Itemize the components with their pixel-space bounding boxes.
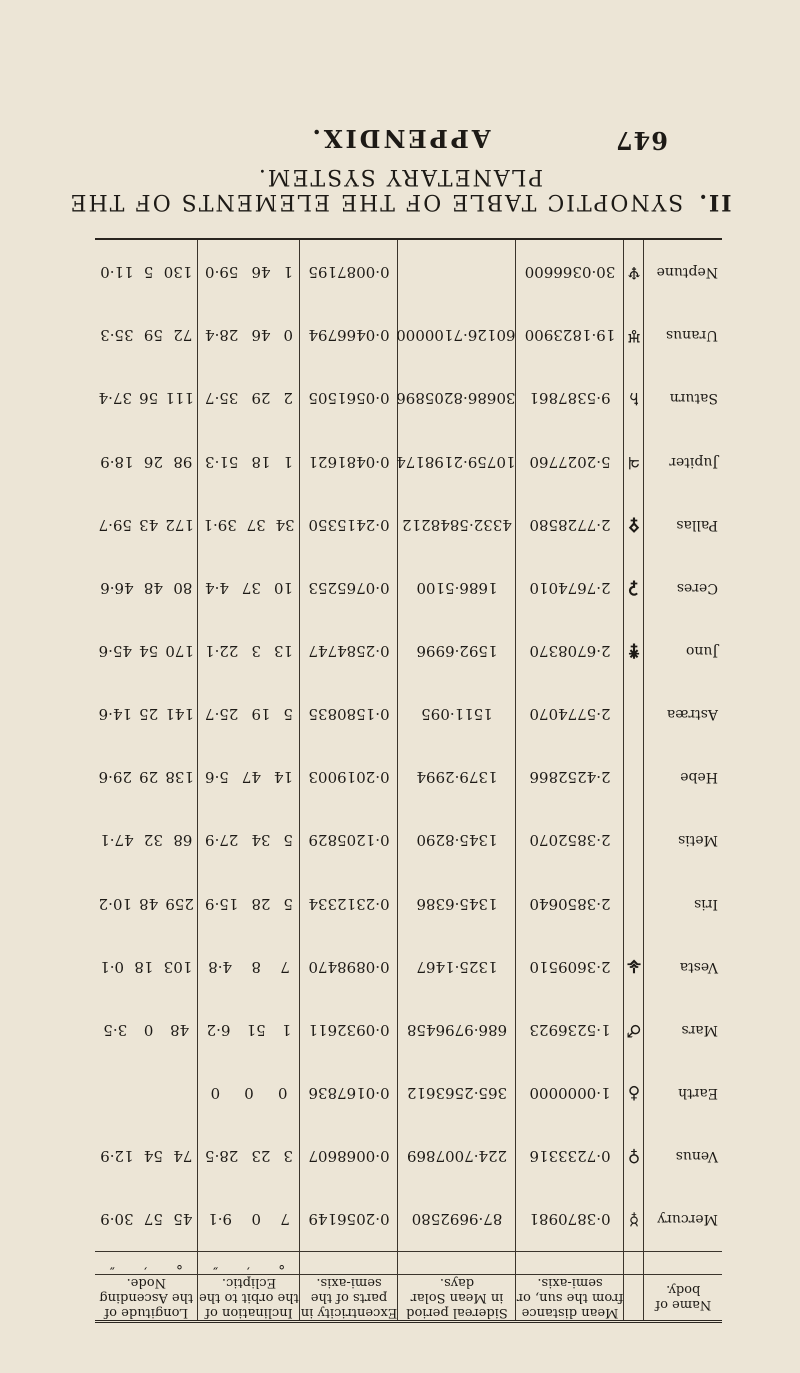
sidereal-period: 60126·7100000 <box>398 304 516 367</box>
node-minutes: 56 <box>139 389 159 408</box>
mean-distance: 0·3870981 <box>516 1188 624 1252</box>
caption-text: SYNOPTIC TABLE OF THE ELEMENTS OF THE PLANETARY SYSTEM. <box>68 164 684 214</box>
body-name: Metis <box>678 832 718 849</box>
sidereal-period <box>398 239 516 304</box>
header-name: Name of body. <box>644 1275 722 1322</box>
node-minutes: 54 <box>143 1147 163 1166</box>
header-distance: Mean distance from the sun, or semi-axis. <box>516 1275 624 1320</box>
table-caption <box>0 164 800 215</box>
node-longitude-cell <box>95 239 198 304</box>
inclination-cell <box>198 367 300 430</box>
inclination-cell <box>198 683 300 746</box>
planet-symbol-icon <box>624 746 644 809</box>
inclination-seconds: 51·3 <box>205 452 239 471</box>
eccentricity: 0·2056149 <box>300 1188 398 1252</box>
planet-symbol-icon <box>624 872 644 935</box>
inclination-minutes: 37 <box>241 578 261 597</box>
inclination-cell <box>198 1125 300 1188</box>
node-seconds: 30·9 <box>100 1210 134 1229</box>
planet-symbol-icon: ♂ <box>624 998 644 1061</box>
node-longitude-cell <box>95 683 198 746</box>
elements-table <box>95 238 722 1323</box>
node-seconds: 10·2 <box>98 894 132 913</box>
node-longitude-cell <box>95 998 198 1061</box>
node-degrees: 259 <box>165 894 194 913</box>
inclination-degrees: 1 <box>283 262 294 281</box>
sidereal-period: 1592·6996 <box>398 619 516 682</box>
header-node: Longitude of the Ascending Node. <box>95 1275 198 1322</box>
node-minutes: 32 <box>143 831 163 850</box>
node-degrees: 98 <box>173 452 193 471</box>
unit-minutes: ′ <box>246 1255 250 1272</box>
node-minutes: 29 <box>139 768 159 787</box>
node-longitude-cell <box>95 1125 198 1188</box>
node-seconds: 0·1 <box>100 957 125 976</box>
node-longitude-cell <box>95 746 198 809</box>
node-seconds: 47·1 <box>100 831 134 850</box>
table-row <box>95 493 722 556</box>
inclination-degrees: 5 <box>283 894 294 913</box>
mean-distance: 2·5774070 <box>516 683 624 746</box>
mean-distance: 19·1823900 <box>516 304 624 367</box>
running-head-title: APPENDIX. <box>309 124 491 153</box>
inclination-degrees: 1 <box>283 452 294 471</box>
table-row <box>95 998 722 1061</box>
mean-distance: 2·7728580 <box>516 493 624 556</box>
table-row <box>95 809 722 872</box>
node-minutes: 48 <box>143 578 163 597</box>
node-degrees: 111 <box>165 389 194 408</box>
sidereal-period: 30686·8205896 <box>398 367 516 430</box>
node-seconds: 18·9 <box>100 452 134 471</box>
body-name: Saturn <box>669 390 718 407</box>
header-eccentricity: Excentricity in parts of the semi-axis. <box>300 1275 398 1320</box>
planet-symbol-icon: ♄ <box>624 367 644 430</box>
eccentricity: 0·1580835 <box>300 683 398 746</box>
eccentricity: 0·2584747 <box>300 619 398 682</box>
mean-distance: 30·0366600 <box>516 239 624 304</box>
eccentricity: 0·0087195 <box>300 239 398 304</box>
planet-symbol-icon: ☿ <box>624 1188 644 1252</box>
inclination-degrees: 14 <box>273 768 294 787</box>
body-name: Mercury <box>657 1211 718 1228</box>
inclination-minutes: 28 <box>251 894 271 913</box>
node-minutes: 5 <box>143 262 154 281</box>
inclination-cell <box>198 493 300 556</box>
node-longitude-cell <box>95 556 198 619</box>
node-longitude-cell <box>95 493 198 556</box>
sidereal-period: 686·9796458 <box>398 998 516 1061</box>
planet-symbol-icon: ♁ <box>624 1061 644 1124</box>
node-longitude-cell <box>95 430 198 493</box>
node-longitude-cell <box>95 1061 198 1124</box>
running-head <box>0 115 800 155</box>
node-seconds: 37·4 <box>98 389 132 408</box>
eccentricity: 0·0898470 <box>300 935 398 998</box>
node-degrees: 48 <box>170 1020 190 1039</box>
table-row <box>95 1188 722 1252</box>
inclination-degrees: 5 <box>283 831 294 850</box>
eccentricity: 0·0167836 <box>300 1061 398 1124</box>
inclination-seconds: 28·4 <box>205 326 239 345</box>
unit-minutes: ′ <box>143 1255 147 1272</box>
node-degrees: 72 <box>173 326 193 345</box>
planet-symbol-icon: ♀ <box>624 1125 644 1188</box>
inclination-minutes: 34 <box>251 831 271 850</box>
node-longitude-cell <box>95 935 198 998</box>
inclination-seconds: 22·1 <box>205 641 239 660</box>
inclination-cell <box>198 809 300 872</box>
inclination-seconds: 4·8 <box>208 957 233 976</box>
node-longitude-cell <box>95 809 198 872</box>
inclination-degrees: 7 <box>280 1210 290 1229</box>
inclination-degrees: 34 <box>275 515 295 534</box>
node-minutes: 48 <box>139 894 159 913</box>
inclination-cell <box>198 1188 300 1252</box>
unit-seconds: ″ <box>109 1255 115 1272</box>
node-degrees: 80 <box>173 578 193 597</box>
node-degrees: 170 <box>165 641 194 660</box>
node-longitude-cell <box>95 367 198 430</box>
table-row <box>95 304 722 367</box>
table-row <box>95 683 722 746</box>
node-degrees: 68 <box>173 831 193 850</box>
sidereal-period: 1686·5100 <box>398 556 516 619</box>
table-row <box>95 556 722 619</box>
eccentricity: 0·0466794 <box>300 304 398 367</box>
inclination-cell <box>198 430 300 493</box>
page-number: 647 <box>614 126 668 155</box>
mean-distance: 0·7233316 <box>516 1125 624 1188</box>
mean-distance: 1·0000000 <box>516 1061 624 1124</box>
sidereal-period: 224·7007869 <box>398 1125 516 1188</box>
sidereal-period: 1511·095 <box>398 683 516 746</box>
header-row <box>95 1275 722 1322</box>
table-row <box>95 872 722 935</box>
table-row <box>95 935 722 998</box>
body-name: Hebe <box>680 769 718 786</box>
node-longitude-cell <box>95 872 198 935</box>
node-seconds: 59·7 <box>98 515 132 534</box>
table-row <box>95 746 722 809</box>
inclination-cell <box>198 556 300 619</box>
table-row <box>95 1061 722 1124</box>
body-name: Vesta <box>679 958 718 975</box>
sidereal-period: 1345·8290 <box>398 809 516 872</box>
planet-symbol-icon: ⚴ <box>624 493 644 556</box>
node-minutes: 54 <box>139 641 159 660</box>
inclination-minutes: 0 <box>244 1083 254 1102</box>
eccentricity: 0·0932611 <box>300 998 398 1061</box>
body-name: Mars <box>681 1021 718 1038</box>
inclination-seconds: 9·1 <box>208 1210 233 1229</box>
eccentricity: 0·1205829 <box>300 809 398 872</box>
inclination-minutes: 47 <box>241 768 261 787</box>
inclination-seconds: 28·5 <box>205 1147 239 1166</box>
eccentricity: 0·2415350 <box>300 493 398 556</box>
node-degrees: 103 <box>163 957 193 976</box>
inclination-degrees: 0 <box>277 1083 288 1102</box>
inclination-cell <box>198 619 300 682</box>
node-seconds: 11·0 <box>100 262 134 281</box>
table-row <box>95 1125 722 1188</box>
node-seconds: 3·5 <box>103 1020 128 1039</box>
planet-symbol-icon <box>624 683 644 746</box>
inclination-cell <box>198 872 300 935</box>
inclination-seconds: 39·1 <box>203 515 237 534</box>
node-seconds: 35·3 <box>100 326 134 345</box>
inclination-seconds: 0 <box>210 1083 221 1102</box>
inclination-degrees: 10 <box>273 578 294 597</box>
node-seconds: 45·6 <box>98 641 132 660</box>
inclination-minutes: 29 <box>251 389 271 408</box>
body-name: Uranus <box>665 327 718 344</box>
node-seconds: 29·6 <box>98 768 132 787</box>
inclination-seconds: 6·2 <box>206 1020 231 1039</box>
inclination-degrees: 3 <box>283 1147 294 1166</box>
inclination-seconds: 59·0 <box>205 262 239 281</box>
mean-distance: 1·5236923 <box>516 998 624 1061</box>
node-degrees: 74 <box>173 1147 193 1166</box>
inclination-cell <box>198 998 300 1061</box>
inclination-cell <box>198 304 300 367</box>
inclination-degrees: 7 <box>280 957 290 976</box>
mean-distance: 9·5387861 <box>516 367 624 430</box>
inclination-seconds: 35·7 <box>205 389 239 408</box>
sidereal-period: 4332·5848212 <box>398 493 516 556</box>
node-degrees: 138 <box>165 768 194 787</box>
units-inclination <box>198 1252 300 1275</box>
node-degrees: 141 <box>165 705 194 724</box>
inclination-minutes: 3 <box>251 641 261 660</box>
inclination-seconds: 5·6 <box>205 768 229 787</box>
mean-distance: 2·3852070 <box>516 809 624 872</box>
mean-distance: 5·2027760 <box>516 430 624 493</box>
header-inclination: Inclination of the orbit to the Ecliptic. <box>199 1275 299 1320</box>
inclination-seconds: 4·4 <box>205 578 229 597</box>
node-degrees: 172 <box>165 515 194 534</box>
sidereal-period: 10759·2198174 <box>398 430 516 493</box>
body-name: Venus <box>675 1148 718 1165</box>
node-minutes: 18 <box>134 957 154 976</box>
eccentricity: 0·0765253 <box>300 556 398 619</box>
inclination-minutes: 51 <box>246 1020 266 1039</box>
inclination-degrees: 5 <box>283 705 294 724</box>
header-symbol <box>624 1275 644 1322</box>
table-row <box>95 367 722 430</box>
table-row <box>95 430 722 493</box>
planet-symbol-icon: ♃ <box>624 430 644 493</box>
planet-symbol-icon: ♆ <box>624 239 644 304</box>
mean-distance: 2·3609510 <box>516 935 624 998</box>
inclination-cell <box>198 746 300 809</box>
inclination-seconds: 25·7 <box>205 705 239 724</box>
unit-seconds: ″ <box>212 1255 219 1272</box>
eccentricity: 0·0481621 <box>300 430 398 493</box>
sidereal-period: 87·9692580 <box>398 1188 516 1252</box>
inclination-degrees: 1 <box>281 1020 292 1039</box>
body-name: Earth <box>678 1084 718 1101</box>
unit-degrees: ° <box>278 1255 286 1272</box>
node-minutes: 0 <box>143 1020 154 1039</box>
node-minutes: 26 <box>143 452 163 471</box>
node-seconds: 12·9 <box>100 1147 134 1166</box>
inclination-seconds: 27·9 <box>205 831 239 850</box>
inclination-seconds: 15·9 <box>205 894 239 913</box>
inclination-degrees: 0 <box>283 326 294 345</box>
node-longitude-cell <box>95 619 198 682</box>
body-name: Juno <box>685 642 718 659</box>
node-minutes: 43 <box>139 515 159 534</box>
mean-distance: 2·3850640 <box>516 872 624 935</box>
inclination-minutes: 8 <box>251 957 261 976</box>
node-minutes: 59 <box>143 326 163 345</box>
mean-distance: 2·6708370 <box>516 619 624 682</box>
units-node <box>95 1252 198 1275</box>
node-longitude-cell <box>95 1188 198 1252</box>
eccentricity: 0·0561505 <box>300 367 398 430</box>
table-body <box>95 239 722 1252</box>
inclination-cell <box>198 935 300 998</box>
sidereal-period: 365·2563612 <box>398 1061 516 1124</box>
caption-number: II. <box>697 189 732 215</box>
inclination-minutes: 37 <box>246 515 266 534</box>
mean-distance: 2·7674010 <box>516 556 624 619</box>
planet-symbol-icon: ⚳ <box>624 556 644 619</box>
inclination-minutes: 18 <box>251 452 271 471</box>
node-minutes: 57 <box>143 1210 163 1229</box>
units-row <box>95 1252 722 1275</box>
sidereal-period: 1325·1467 <box>398 935 516 998</box>
planet-symbol-icon: ♅ <box>624 304 644 367</box>
header-period: Sidereal period in Mean Solar days. <box>398 1275 516 1322</box>
body-name: Ceres <box>676 579 718 596</box>
node-seconds: 46·6 <box>100 578 134 597</box>
inclination-minutes: 46 <box>251 262 271 281</box>
node-minutes: 25 <box>139 705 159 724</box>
table-row <box>95 619 722 682</box>
sidereal-period: 1345·6386 <box>398 872 516 935</box>
inclination-cell <box>198 1061 300 1124</box>
planet-symbol-icon: ⚵ <box>624 619 644 682</box>
eccentricity: 0·2019003 <box>300 746 398 809</box>
table-row <box>95 239 722 304</box>
node-degrees: 130 <box>163 262 193 281</box>
inclination-cell <box>198 239 300 304</box>
body-name: Pallas <box>676 516 718 533</box>
inclination-minutes: 46 <box>251 326 271 345</box>
node-longitude-cell <box>95 304 198 367</box>
planet-symbol-icon <box>624 809 644 872</box>
node-seconds: 14·6 <box>98 705 132 724</box>
body-name: Jupiter <box>669 453 718 470</box>
inclination-minutes: 0 <box>251 1210 261 1229</box>
inclination-degrees: 13 <box>273 641 294 660</box>
eccentricity: 0·2312334 <box>300 872 398 935</box>
inclination-degrees: 2 <box>283 389 294 408</box>
body-name: Astræa <box>666 706 718 723</box>
node-degrees: 45 <box>173 1210 193 1229</box>
inclination-minutes: 23 <box>251 1147 271 1166</box>
eccentricity: 0·0068607 <box>300 1125 398 1188</box>
mean-distance: 2·4252866 <box>516 746 624 809</box>
sidereal-period: 1379·2994 <box>398 746 516 809</box>
body-name: Iris <box>694 895 718 912</box>
unit-degrees: ° <box>176 1255 183 1272</box>
inclination-minutes: 19 <box>251 705 271 724</box>
planet-symbol-icon: ⚶ <box>624 935 644 998</box>
body-name: Neptune <box>656 263 718 280</box>
